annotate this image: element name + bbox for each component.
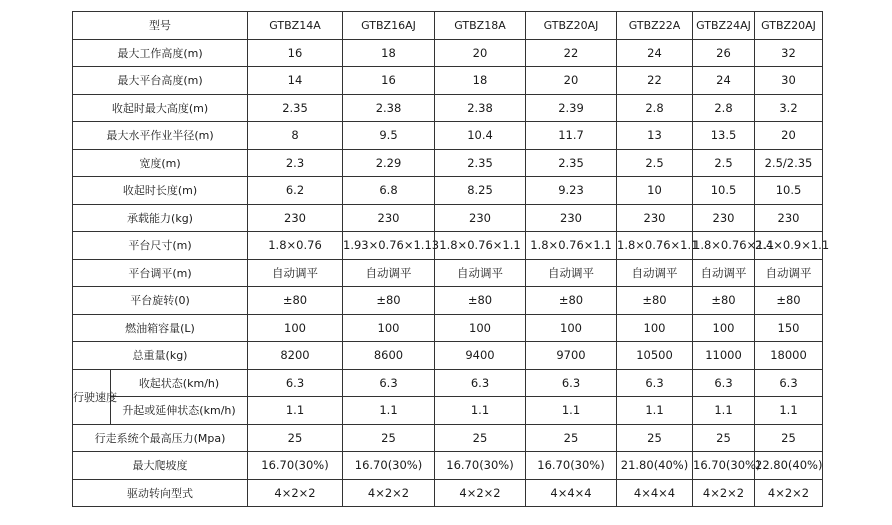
model-header: GTBZ16AJ — [343, 12, 435, 40]
table-cell: 1.1 — [343, 397, 435, 425]
table-cell: 2.8 — [617, 94, 693, 122]
table-cell: 2.5 — [693, 149, 755, 177]
table-cell: 100 — [526, 314, 617, 342]
table-cell: 1.8×0.76×1.1 — [693, 232, 755, 260]
table-row — [73, 259, 823, 287]
table-cell: 1.8×0.76×1.1 — [435, 232, 526, 260]
row-label: 收起时长度(m) — [73, 177, 248, 205]
table-cell: 16.70(30%) — [435, 452, 526, 480]
table-cell: 230 — [248, 204, 343, 232]
row-label: 最大水平作业半径(m) — [73, 122, 248, 150]
row-label: 最大爬坡度 — [73, 452, 248, 480]
table-cell: 10.5 — [755, 177, 823, 205]
table-cell: 2.5 — [617, 149, 693, 177]
row-label: 平台尺寸(m) — [73, 232, 248, 260]
row-label: 驱动转向型式 — [73, 479, 248, 507]
table-cell: 4×2×2 — [755, 479, 823, 507]
table-cell: ±80 — [343, 287, 435, 315]
table-cell: 18 — [343, 39, 435, 67]
table-cell: 4×2×2 — [343, 479, 435, 507]
table-cell: 2.5/2.35 — [755, 149, 823, 177]
table-row — [73, 232, 823, 260]
table-cell: 1.1 — [617, 397, 693, 425]
table-row — [73, 342, 823, 370]
table-cell: 150 — [755, 314, 823, 342]
table-cell: 26 — [693, 39, 755, 67]
table-cell: 6.3 — [693, 369, 755, 397]
table-cell: 2.8 — [693, 94, 755, 122]
table-cell: 100 — [617, 314, 693, 342]
table-cell: 8.25 — [435, 177, 526, 205]
table-cell: 自动调平 — [343, 259, 435, 287]
table-cell: 6.3 — [617, 369, 693, 397]
row-label: 最大工作高度(m) — [73, 39, 248, 67]
table-cell: 16.70(30%) — [248, 452, 343, 480]
table-cell: 24 — [693, 67, 755, 95]
table-cell: 9400 — [435, 342, 526, 370]
table-cell: 自动调平 — [617, 259, 693, 287]
row-label: 宽度(m) — [73, 149, 248, 177]
table-cell: 6.3 — [248, 369, 343, 397]
table-cell: 10500 — [617, 342, 693, 370]
table-cell: 16.70(30%) — [526, 452, 617, 480]
table-cell: 6.8 — [343, 177, 435, 205]
table-cell: 自动调平 — [693, 259, 755, 287]
table-cell: 20 — [435, 39, 526, 67]
table-cell: 25 — [248, 424, 343, 452]
table-cell: 4×2×2 — [435, 479, 526, 507]
table-cell: 9700 — [526, 342, 617, 370]
table-cell: 1.93×0.76×1.13 — [343, 232, 435, 260]
table-cell: 8600 — [343, 342, 435, 370]
table-cell: 6.3 — [343, 369, 435, 397]
table-cell: 6.3 — [435, 369, 526, 397]
table-cell: 32 — [755, 39, 823, 67]
row-label: 行走系统个最高压力(Mpa) — [73, 424, 248, 452]
table-row — [73, 204, 823, 232]
table-cell: 16.70(30%) — [693, 452, 755, 480]
table-cell: 1.1 — [693, 397, 755, 425]
table-cell: ±80 — [755, 287, 823, 315]
table-cell: 10.4 — [435, 122, 526, 150]
table-cell: 14 — [248, 67, 343, 95]
table-cell: 2.3 — [248, 149, 343, 177]
table-row — [73, 369, 823, 397]
table-cell: 11.7 — [526, 122, 617, 150]
table-row — [73, 122, 823, 150]
table-row — [73, 177, 823, 205]
table-cell: 2.35 — [248, 94, 343, 122]
table-cell: 100 — [343, 314, 435, 342]
table-cell: 2.29 — [343, 149, 435, 177]
table-cell: 6.3 — [755, 369, 823, 397]
table-cell: 2.35 — [435, 149, 526, 177]
table-cell: ±80 — [435, 287, 526, 315]
row-label: 收起状态(km/h) — [111, 369, 248, 397]
table-cell: 9.23 — [526, 177, 617, 205]
model-header: GTBZ24AJ — [693, 12, 755, 40]
row-label: 最大平台高度(m) — [73, 67, 248, 95]
table-cell: 18 — [435, 67, 526, 95]
table-cell: 230 — [435, 204, 526, 232]
row-label: 总重量(kg) — [73, 342, 248, 370]
table-cell: 6.2 — [248, 177, 343, 205]
row-label: 收起时最大高度(m) — [73, 94, 248, 122]
table-cell: 18000 — [755, 342, 823, 370]
row-label: 承载能力(kg) — [73, 204, 248, 232]
table-cell: 3.2 — [755, 94, 823, 122]
table-cell: 100 — [248, 314, 343, 342]
table-cell: 1.8×0.76 — [248, 232, 343, 260]
table-row — [73, 39, 823, 67]
table-cell: 230 — [343, 204, 435, 232]
table-cell: 6.3 — [526, 369, 617, 397]
table-cell: 8200 — [248, 342, 343, 370]
table-cell: 9.5 — [343, 122, 435, 150]
table-cell: 230 — [693, 204, 755, 232]
model-header: GTBZ20AJ — [755, 12, 823, 40]
table-cell: 10.5 — [693, 177, 755, 205]
model-header: GTBZ14A — [248, 12, 343, 40]
table-cell: 30 — [755, 67, 823, 95]
table-row — [73, 94, 823, 122]
table-cell: 25 — [693, 424, 755, 452]
table-cell: 20 — [526, 67, 617, 95]
table-cell: 20 — [755, 122, 823, 150]
row-label: 平台调平(m) — [73, 259, 248, 287]
table-row — [73, 67, 823, 95]
row-label: 平台旋转(0) — [73, 287, 248, 315]
travel-speed-label: 行驶速度 — [73, 369, 111, 424]
table-cell: 21.80(40%) — [617, 452, 693, 480]
table-cell: 自动调平 — [755, 259, 823, 287]
table-cell: 2.39 — [526, 94, 617, 122]
table-cell: 16 — [343, 67, 435, 95]
table-cell: 4×2×2 — [693, 479, 755, 507]
header-label: 型号 — [73, 12, 248, 40]
table-row — [73, 314, 823, 342]
table-cell: 4×4×4 — [617, 479, 693, 507]
table-cell: 100 — [693, 314, 755, 342]
table-row — [73, 397, 823, 425]
table-cell: 1.8×0.76×1.1 — [617, 232, 693, 260]
table-cell: ±80 — [693, 287, 755, 315]
model-header: GTBZ20AJ — [526, 12, 617, 40]
table-cell: 4×2×2 — [248, 479, 343, 507]
table-cell: 1.1 — [248, 397, 343, 425]
spec-table — [72, 11, 830, 507]
table-cell: 10 — [617, 177, 693, 205]
row-label: 升起或延伸状态(km/h) — [111, 397, 248, 425]
table-row — [73, 479, 823, 507]
table-cell: 13 — [617, 122, 693, 150]
table-row — [73, 424, 823, 452]
table-cell: 1.8×0.76×1.1 — [526, 232, 617, 260]
table-cell: ±80 — [248, 287, 343, 315]
table-cell: 100 — [435, 314, 526, 342]
table-cell: 25 — [617, 424, 693, 452]
table-cell: 22 — [617, 67, 693, 95]
model-header: GTBZ22A — [617, 12, 693, 40]
table-cell: 4×4×4 — [526, 479, 617, 507]
table-cell: 1.1 — [755, 397, 823, 425]
table-row — [73, 149, 823, 177]
table-cell: ±80 — [526, 287, 617, 315]
table-cell: 230 — [617, 204, 693, 232]
table-row — [73, 452, 823, 480]
table-cell: 1.1 — [435, 397, 526, 425]
table-cell: ±80 — [617, 287, 693, 315]
table-cell: 2.38 — [343, 94, 435, 122]
table-cell: 自动调平 — [435, 259, 526, 287]
table-cell: 13.5 — [693, 122, 755, 150]
table-cell: 2.4×0.9×1.1 — [755, 232, 823, 260]
table-cell: 25 — [435, 424, 526, 452]
table-cell: 16.70(30%) — [343, 452, 435, 480]
table-cell: 25 — [343, 424, 435, 452]
table-cell: 25 — [526, 424, 617, 452]
table-cell: 230 — [526, 204, 617, 232]
table-cell: 16 — [248, 39, 343, 67]
table-cell: 2.35 — [526, 149, 617, 177]
table-cell: 11000 — [693, 342, 755, 370]
table-cell: 25 — [755, 424, 823, 452]
table-cell: 自动调平 — [248, 259, 343, 287]
model-header: GTBZ18A — [435, 12, 526, 40]
table-cell: 1.1 — [526, 397, 617, 425]
table-cell: 230 — [755, 204, 823, 232]
table-cell: 8 — [248, 122, 343, 150]
table-cell: 22.80(40%) — [755, 452, 823, 480]
table-cell: 24 — [617, 39, 693, 67]
table-cell: 2.38 — [435, 94, 526, 122]
table-cell: 自动调平 — [526, 259, 617, 287]
table-cell: 22 — [526, 39, 617, 67]
row-label: 燃油箱容量(L) — [73, 314, 248, 342]
table-row — [73, 287, 823, 315]
header-row — [73, 12, 823, 40]
